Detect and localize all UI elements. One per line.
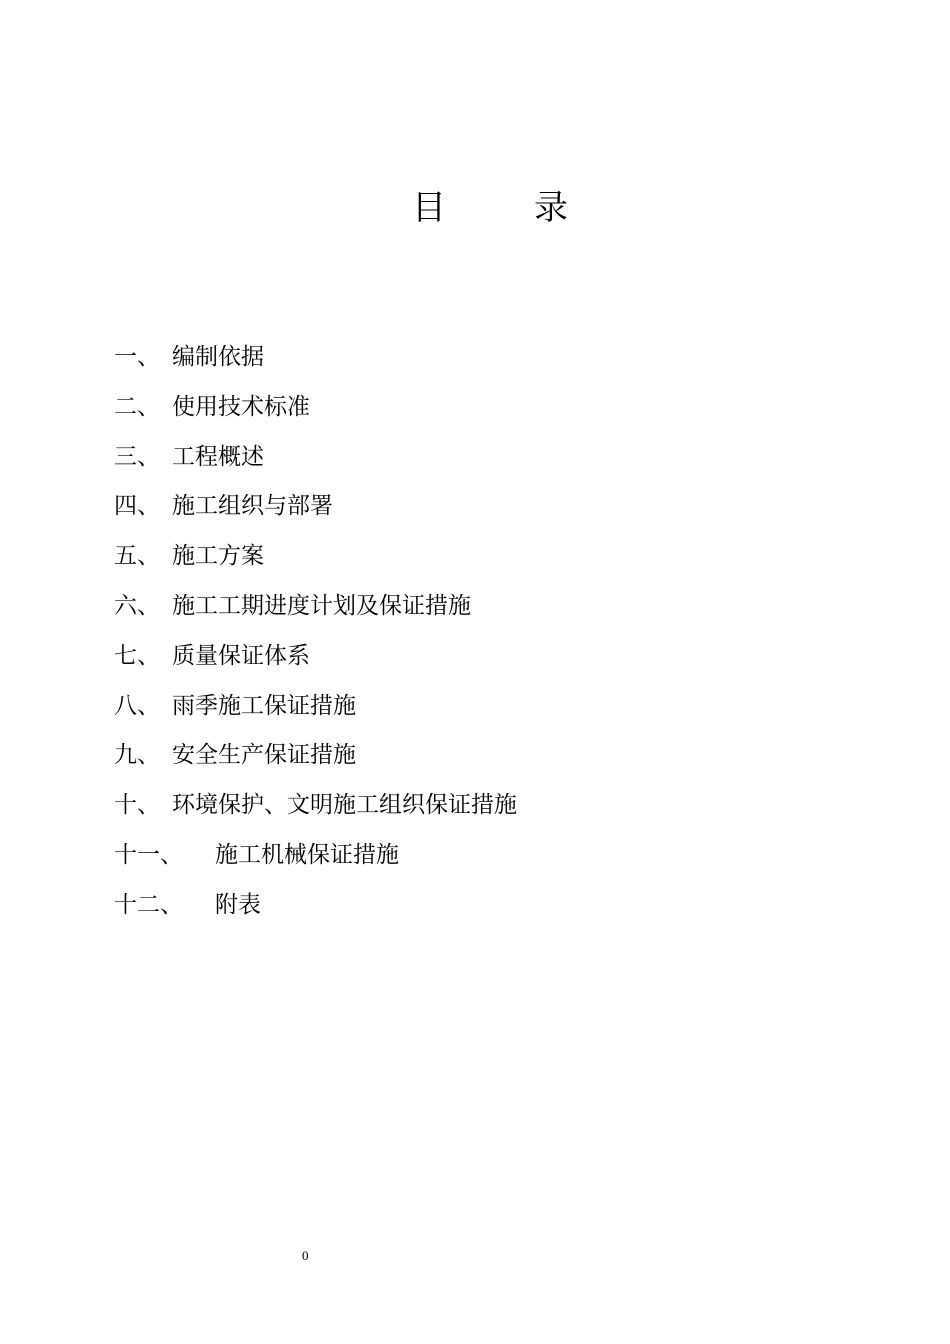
toc-item-text: 编制依据 <box>172 344 264 370</box>
page-title <box>412 186 582 230</box>
toc-item-number: 四、 <box>114 493 160 520</box>
toc-item-text: 雨季施工保证措施 <box>172 692 356 719</box>
toc-item-number: 五、 <box>114 543 160 570</box>
title-char-1: 目 <box>412 188 446 228</box>
toc-item-text: 工程概述 <box>172 443 264 470</box>
toc-item-text: 安全生产保证措施 <box>172 742 356 769</box>
toc-item-text: 使用技术标准 <box>172 393 310 420</box>
title-char-2: 录 <box>534 188 568 228</box>
toc-item-number: 十二、 <box>114 891 183 918</box>
toc-item-text: 附表 <box>215 891 261 918</box>
toc-item-number: 八、 <box>114 692 160 719</box>
toc-item-number: 一、 <box>114 344 160 370</box>
toc-item-text: 施工方案 <box>172 543 264 570</box>
toc-item-number: 七、 <box>114 642 160 669</box>
toc-item-number: 九、 <box>114 742 160 769</box>
toc-item-text: 环境保护、文明施工组织保证措施 <box>172 792 517 819</box>
toc-item-number: 十、 <box>114 792 160 819</box>
page-number: 0 <box>302 1248 309 1263</box>
toc-item-text: 施工工期进度计划及保证措施 <box>172 592 471 619</box>
toc-item-number: 十一、 <box>114 841 183 868</box>
toc-item-text: 质量保证体系 <box>172 642 310 669</box>
toc-item-number: 六、 <box>114 592 160 619</box>
toc-item-text: 施工机械保证措施 <box>215 841 399 868</box>
toc-item-text: 施工组织与部署 <box>172 493 333 520</box>
toc-item-number: 二、 <box>114 393 160 420</box>
toc-item-number: 三、 <box>114 443 160 470</box>
